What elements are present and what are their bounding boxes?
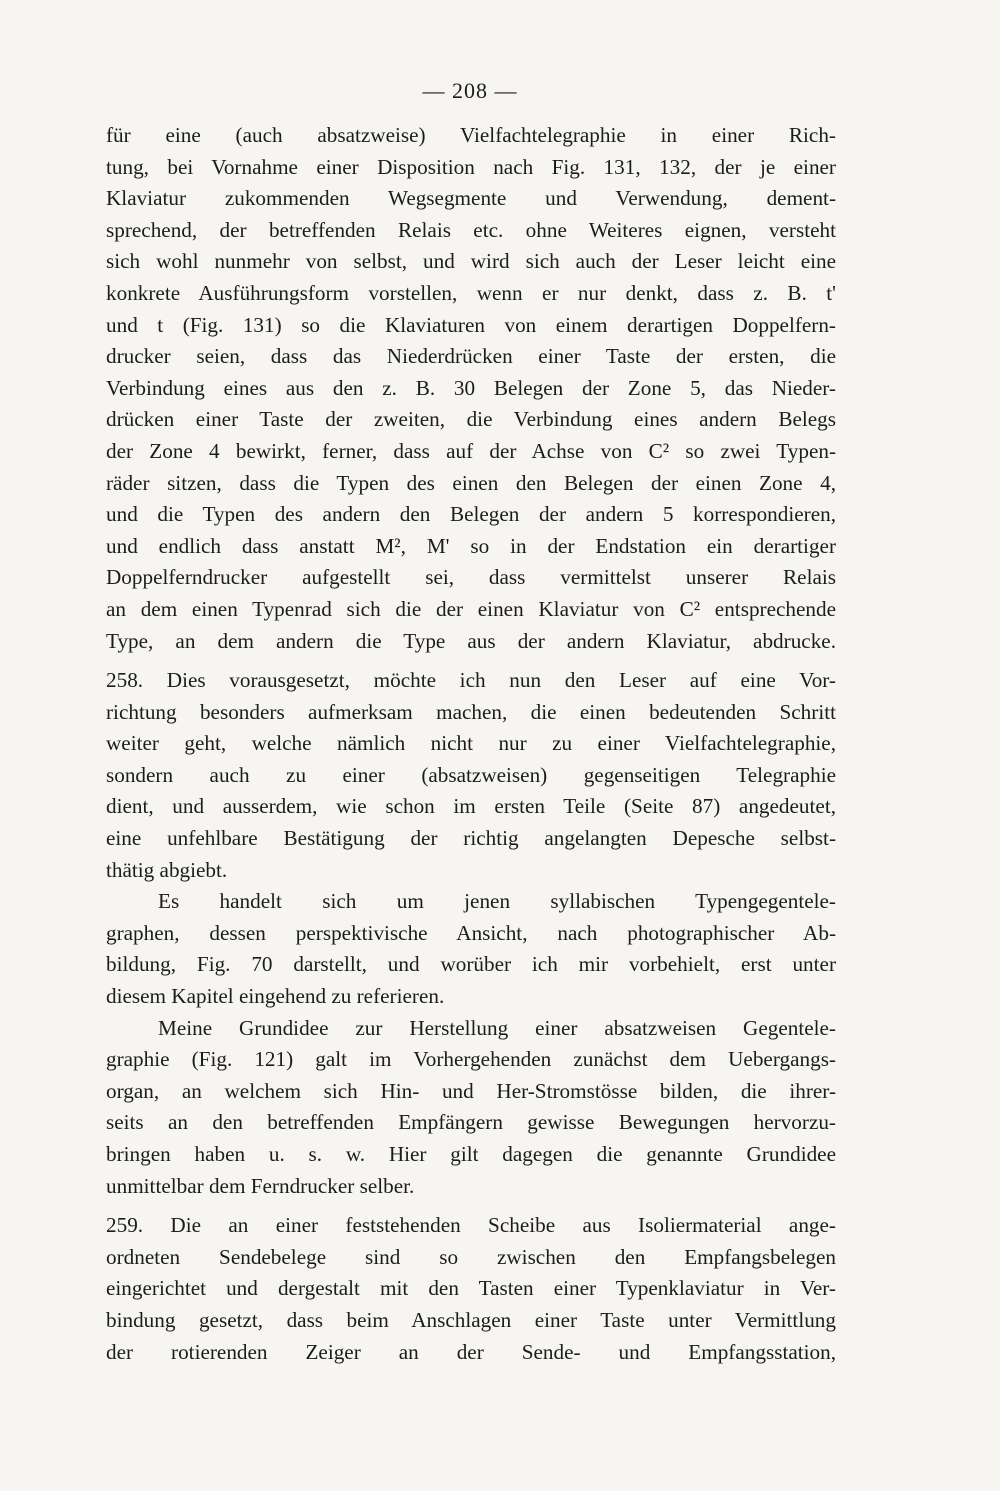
- text-line: bildung, Fig. 70 darstellt, und worüber ich mir vorbehielt, erst unter: [106, 952, 836, 977]
- text-line: weiter geht, welche nämlich nicht nur zu einer Vielfachtelegraphie,: [106, 731, 836, 756]
- paragraph-text: Es handelt sich um jenen syllabischen Typengegentele-: [158, 889, 836, 914]
- text-line: und endlich dass anstatt M², M' so in der Endstation ein derartiger: [106, 533, 836, 558]
- text-line: und t (Fig. 131) so die Klaviaturen von einem derartigen Doppelfern-: [106, 312, 836, 337]
- text-line: dient, und ausserdem, wie schon im ersten Teile (Seite 87) angedeutet,: [106, 794, 836, 819]
- page-number: — 208 —: [422, 78, 518, 103]
- text-line: drücken einer Taste der zweiten, die Verbindung eines andern Belegs: [106, 407, 836, 432]
- text-line: thätig abgiebt.: [106, 857, 228, 882]
- text-line: Verbindung eines aus den z. B. 30 Belegen der Zone 5, das Nieder-: [106, 375, 836, 400]
- text-line: organ, an welchem sich Hin- und Her-Stromstösse bilden, die ihrer-: [106, 1078, 836, 1103]
- text-line: der rotierenden Zeiger an der Sende- und Empfangsstation,: [106, 1339, 836, 1364]
- text-line: drucker seien, dass das Niederdrücken einer Taste der ersten, die: [106, 344, 836, 369]
- text-line: richtung besonders aufmerksam machen, die einen bedeutenden Schritt: [106, 699, 836, 724]
- text-line: der Zone 4 bewirkt, ferner, dass auf der Achse von C² so zwei Typen-: [106, 438, 836, 463]
- text-line: ordneten Sendebelege sind so zwischen den Empfangsbelegen: [106, 1244, 836, 1269]
- text-line: diesem Kapitel eingehend zu referieren.: [106, 984, 445, 1009]
- text-line: unmittelbar dem Ferndrucker selber.: [106, 1173, 415, 1198]
- section-258-first-line: 258. Dies vorausgesetzt, möchte ich nun den Leser auf eine Vor-: [106, 668, 836, 693]
- text-line: graphie (Fig. 121) galt im Vorhergehenden zunächst dem Uebergangs-: [106, 1047, 836, 1072]
- text-line: räder sitzen, dass die Typen des einen den Belegen der einen Zone 4,: [106, 470, 836, 495]
- text-line: sich wohl nunmehr von selbst, und wird sich auch der Leser leicht eine: [106, 249, 836, 274]
- body-text: [106, 120, 836, 1368]
- text-line: sondern auch zu einer (absatzweisen) gegenseitigen Telegraphie: [106, 762, 836, 787]
- paragraph-first-line: [106, 1013, 836, 1045]
- paragraph-first-line: [106, 886, 836, 918]
- text-line: sprechend, der betreffenden Relais etc. ohne Weiteres eignen, versteht: [106, 217, 836, 242]
- text-line: an dem einen Typenrad sich die der einen Klaviatur von C² entsprechende: [106, 596, 836, 621]
- text-line: Klaviatur zukommenden Wegsegmente und Verwendung, dement-: [106, 186, 836, 211]
- text-line: tung, bei Vornahme einer Disposition nach Fig. 131, 132, der je einer: [106, 154, 836, 179]
- text-line: konkrete Ausführungsform vorstellen, wenn er nur denkt, dass z. B. t': [106, 280, 836, 305]
- section-259-first-line: 259. Die an einer feststehenden Scheibe aus Isoliermaterial ange-: [106, 1213, 836, 1238]
- text-line: bringen haben u. s. w. Hier gilt dagegen die genannte Grundidee: [106, 1142, 836, 1166]
- text-line: Doppelferndrucker aufgestellt sei, dass vermittelst unserer Relais: [106, 565, 836, 590]
- text-line: für eine (auch absatzweise) Vielfachtelegraphie in einer Rich-: [106, 123, 836, 147]
- text-line: eine unfehlbare Bestätigung der richtig angelangten Depesche selbst-: [106, 826, 836, 851]
- text-line: und die Typen des andern den Belegen der andern 5 korrespondieren,: [106, 502, 836, 527]
- text-line: Type, an dem andern die Type aus der andern Klaviatur, abdrucke.: [106, 628, 836, 653]
- text-line: bindung gesetzt, dass beim Anschlagen einer Taste unter Vermittlung: [106, 1307, 836, 1332]
- text-line: eingerichtet und dergestalt mit den Tasten einer Typenklaviatur in Ver-: [106, 1276, 836, 1301]
- text-line: seits an den betreffenden Empfängern gewisse Bewegungen hervorzu-: [106, 1110, 836, 1135]
- text-line: graphen, dessen perspektivische Ansicht, nach photographischer Ab-: [106, 920, 836, 945]
- paragraph-text: Meine Grundidee zur Herstellung einer absatzweisen Gegentele-: [158, 1015, 836, 1040]
